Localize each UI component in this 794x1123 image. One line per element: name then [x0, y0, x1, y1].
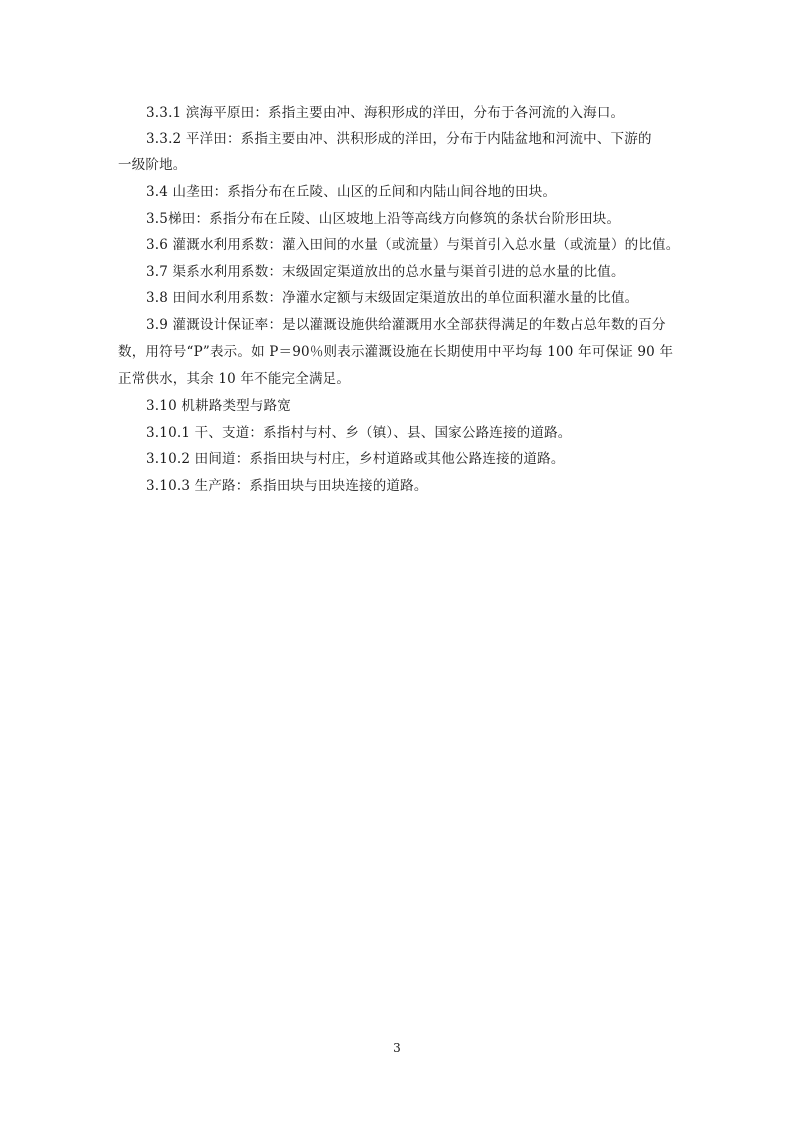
paragraph-3-3-2: 3.3.2 平洋田：系指主要由冲、洪积形成的洋田，分布于内陆盆地和河流中、下游的: [146, 131, 652, 147]
paragraph-3-6: 3.6 灌溉水利用系数：灌入田间的水量（或流量）与渠首引入总水量（或流量）的比值。: [146, 237, 680, 253]
paragraph-3-9-continued-2: 正常供水，其余 10 年不能完全满足。: [118, 371, 351, 387]
paragraph-3-10-3: 3.10.3 生产路：系指田块与田块连接的道路。: [146, 478, 428, 494]
paragraph-3-7: 3.7 渠系水利用系数：末级固定渠道放出的总水量与渠首引进的总水量的比值。: [146, 264, 625, 280]
paragraph-3-8: 3.8 田间水利用系数：净灌水定额与末级固定渠道放出的单位面积灌水量的比值。: [146, 290, 639, 306]
paragraph-3-9-continued-1: 数，用符号“P”表示。如 P＝90％则表示灌溉设施在长期使用中平均每 100 年可保证 90 年: [118, 344, 674, 360]
paragraph-3-3-2-continued: 一级阶地。: [118, 157, 187, 173]
paragraph-3-5: 3.5梯田：系指分布在丘陵、山区坡地上沿等高线方向修筑的条状台阶形田块。: [146, 211, 621, 227]
paragraph-3-4: 3.4 山垄田：系指分布在丘陵、山区的丘间和内陆山间谷地的田块。: [146, 184, 557, 200]
paragraph-3-10: 3.10 机耕路类型与路宽: [146, 398, 291, 414]
paragraph-3-9: 3.9 灌溉设计保证率：是以灌溉设施供给灌溉用水全部获得满足的年数占总年数的百分: [146, 317, 666, 333]
paragraph-3-10-1: 3.10.1 干、支道：系指村与村、乡（镇）、县、国家公路连接的道路。: [146, 425, 572, 441]
paragraph-3-10-2: 3.10.2 田间道：系指田块与村庄，乡村道路或其他公路连接的道路。: [146, 451, 565, 467]
paragraph-3-3-1: 3.3.1 滨海平原田：系指主要由冲、海积形成的洋田，分布于各河流的入海口。: [146, 105, 625, 121]
page-number: 3: [393, 1041, 401, 1055]
